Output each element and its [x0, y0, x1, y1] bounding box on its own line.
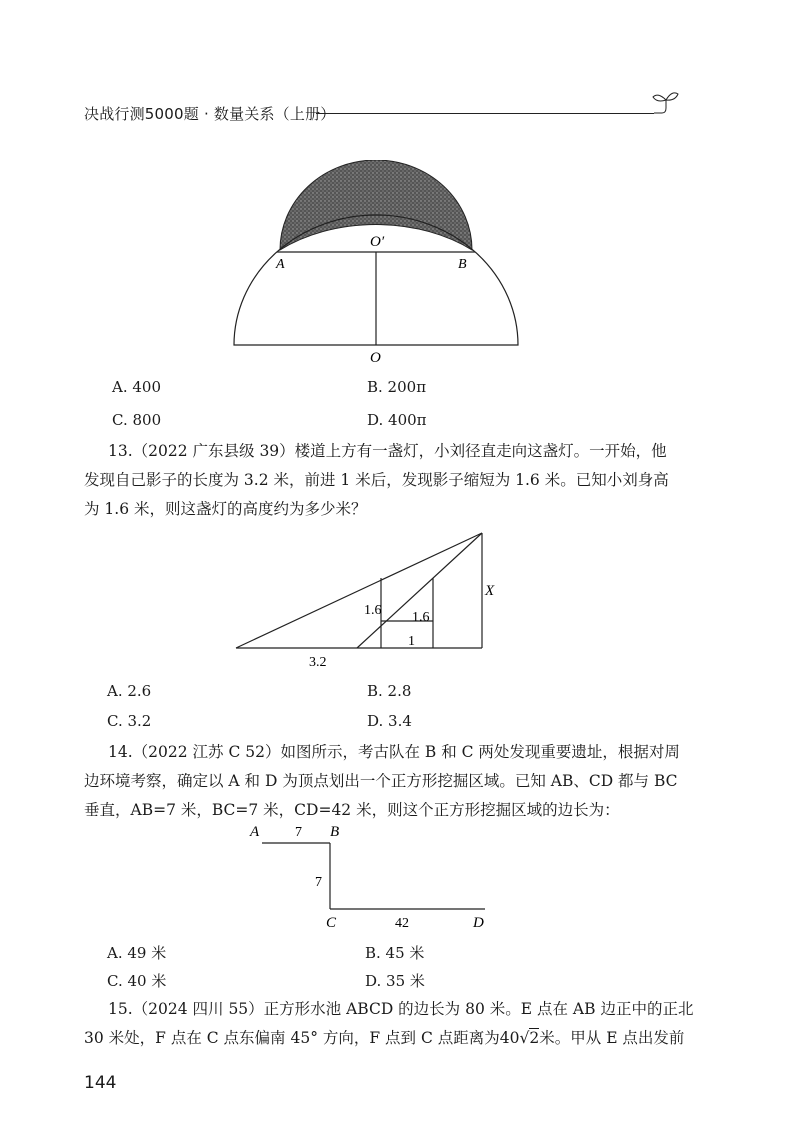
- q14-line-2: 边环境考察，确定以 A 和 D 为顶点划出一个正方形挖掘区域。已知 AB、CD 都与 BC: [84, 772, 678, 790]
- point-b-label: B: [330, 824, 340, 840]
- sprout-icon: [648, 88, 680, 118]
- label-b: B: [458, 257, 467, 272]
- q13-option-c[interactable]: C. 3.2: [107, 712, 152, 730]
- q13-option-d[interactable]: D. 3.4: [367, 712, 412, 730]
- figure-q12-semicircles: [220, 160, 530, 370]
- q14-option-b[interactable]: B. 45 米: [365, 944, 425, 962]
- ab-length-label: 7: [295, 825, 302, 840]
- q15-line-2-start: 30 米处，F 点在 C 点东偏南 45° 方向，F 点到 C 点距离为40: [84, 1029, 520, 1047]
- point-a-label: A: [250, 824, 260, 840]
- bc-length-label: 7: [315, 875, 322, 890]
- label-o-prime: O′: [370, 234, 385, 250]
- q14-line-3: 垂直，AB=7 米，BC=7 米，CD=42 米，则这个正方形挖掘区域的边长为：: [84, 801, 620, 819]
- step-label: 1: [408, 634, 415, 649]
- question-15-text: [84, 995, 704, 1053]
- q15-line-2: [84, 1024, 704, 1053]
- height-label-2: 1.6: [412, 610, 430, 625]
- question-14-text: [84, 738, 704, 825]
- sqrt-symbol: √: [519, 1029, 530, 1047]
- label-o: O: [370, 350, 381, 366]
- light-ray-1: [236, 533, 482, 648]
- question-13-text: [84, 437, 704, 524]
- running-header-title: 决战行测5000题 · 数量关系（上册）: [84, 105, 336, 123]
- height-label-1: 1.6: [364, 603, 382, 618]
- q12-option-b[interactable]: B. 200π: [367, 378, 427, 396]
- q15-line-1: 15.（2024 四川 55）正方形水池 ABCD 的边长为 80 米。E 点在 AB 边正中的正北: [108, 1000, 694, 1018]
- q13-option-b[interactable]: B. 2.8: [367, 682, 412, 700]
- label-a: A: [276, 257, 285, 272]
- q13-line-1: 13.（2022 广东县级 39）楼道上方有一盏灯，小刘径直走向这盏灯。一开始，他: [108, 442, 667, 460]
- sqrt-radicand: 2: [529, 1029, 540, 1047]
- figure-q14-excavation: [240, 820, 500, 930]
- light-ray-2: [357, 533, 482, 648]
- q13-option-a[interactable]: A. 2.6: [107, 682, 152, 700]
- shadow-length-label: 3.2: [309, 655, 327, 670]
- q14-option-d[interactable]: D. 35 米: [365, 972, 425, 990]
- q14-option-c[interactable]: C. 40 米: [107, 972, 167, 990]
- cd-length-label: 42: [395, 916, 409, 930]
- q14-option-a[interactable]: A. 49 米: [107, 944, 167, 962]
- q12-option-c[interactable]: C. 800: [112, 411, 162, 429]
- point-c-label: C: [326, 915, 337, 930]
- q14-line-1: 14.（2022 江苏 C 52）如图所示，考古队在 B 和 C 两处发现重要遗址，根据对周: [108, 743, 680, 761]
- header-rule: [316, 113, 654, 114]
- figure-q13-lamp-shadow: [230, 525, 510, 675]
- page-number: 144: [84, 1073, 117, 1093]
- q12-option-a[interactable]: A. 400: [112, 378, 161, 396]
- lamp-height-label: X: [485, 583, 495, 599]
- q13-line-3: 为 1.6 米，则这盏灯的高度约为多少米？: [84, 500, 367, 518]
- q13-line-2: 发现自己影子的长度为 3.2 米，前进 1 米后，发现影子缩短为 1.6 米。已知小刘身高: [84, 471, 669, 489]
- point-d-label: D: [473, 915, 484, 930]
- q15-line-2-end: 米。甲从 E 点出发前: [539, 1029, 685, 1047]
- q12-option-d[interactable]: D. 400π: [367, 411, 427, 429]
